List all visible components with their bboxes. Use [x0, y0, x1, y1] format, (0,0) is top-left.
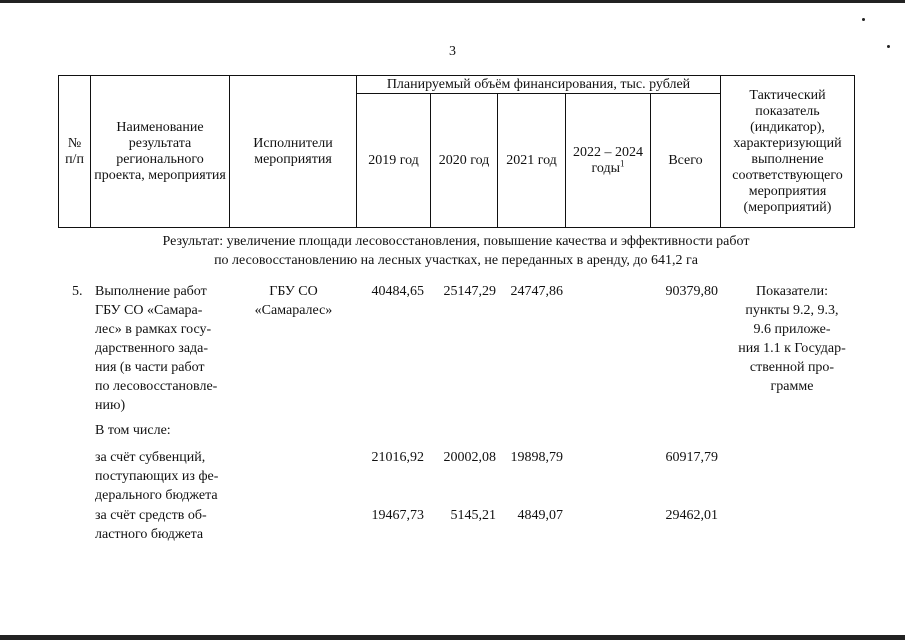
sub-row-value-2020: 20002,08 [443, 450, 496, 465]
item-name-line: по лесовосстановле- [95, 379, 218, 394]
sub-row-label-line: поступающих из фе- [95, 469, 219, 484]
item-executor-line: «Самаралес» [254, 303, 333, 318]
header-year-2021: 2021 год [498, 94, 566, 228]
header-total: Всего [651, 94, 721, 228]
item-name-line: Выполнение работ [95, 284, 207, 299]
sub-row-label-line: за счёт субвенций, [95, 450, 206, 465]
scan-edge-top [0, 0, 905, 3]
item-indicator-line: ственной про- [749, 360, 835, 375]
item-indicator-line: 9.6 приложе- [753, 322, 831, 337]
sub-row-value-2020: 5145,21 [450, 508, 496, 523]
page-number: 3 [449, 44, 456, 59]
sub-row-label [95, 448, 245, 505]
including-label: В том числе: [95, 423, 171, 438]
item-executor [230, 282, 357, 320]
item-indicator-line: Показатели: [756, 284, 828, 299]
header-col-number: № п/п [59, 76, 91, 228]
sub-row-value-2021: 4849,07 [517, 508, 563, 523]
item-indicator [722, 282, 862, 396]
item-executor-line: ГБУ СО [269, 284, 318, 299]
header-col-executor: Исполнители мероприятия [230, 76, 357, 228]
result-line-2: по лесовосстановлению на лесных участках, не переданных в аренду, до 641,2 га [214, 253, 698, 268]
item-name-line: нию) [95, 398, 126, 413]
sub-row-label [95, 506, 245, 544]
item-value-2021: 24747,86 [510, 284, 563, 299]
item-name-line: лес» в рамках госу- [95, 322, 212, 337]
header-period-2022-2024 [566, 94, 651, 228]
item-name-line: ния (в части работ [95, 360, 205, 375]
footnote-marker: 1 [620, 157, 625, 168]
header-col-name: Наименование результата регионального проекта, мероприятия [91, 76, 230, 228]
item-name-line: дарственного зада- [95, 341, 209, 356]
item-indicator-line: пункты 9.2, 9.3, [745, 303, 839, 318]
sub-row-label-line: за счёт средств об- [95, 508, 207, 523]
header-funding-group: Планируемый объём финансирования, тыс. рублей [357, 76, 721, 94]
sub-row-total: 29462,01 [665, 508, 718, 523]
sub-row-value-2021: 19898,79 [510, 450, 563, 465]
sub-row-total: 60917,79 [665, 450, 718, 465]
item-total: 90379,80 [665, 284, 718, 299]
item-number: 5. [72, 284, 83, 299]
item-name-line: ГБУ СО «Самара- [95, 303, 203, 318]
sub-row-label-line: ластного бюджета [95, 527, 204, 542]
item-indicator-line: грамме [770, 379, 814, 394]
result-statement [58, 232, 854, 270]
header-table [58, 75, 855, 228]
header-period-label: 2022 – 2024 годы [573, 144, 643, 176]
header-col-indicator: Тактический показатель (индикатор), характеризующий выполнение соответствующего мероприятия (мероприятий) [721, 76, 855, 228]
sub-row-label-line: дерального бюджета [95, 488, 218, 503]
item-value-2019: 40484,65 [371, 284, 424, 299]
item-indicator-line: ния 1.1 к Государ- [738, 341, 846, 356]
item-value-2020: 25147,29 [443, 284, 496, 299]
scan-speck [862, 18, 865, 21]
header-year-2020: 2020 год [431, 94, 498, 228]
sub-row-value-2019: 19467,73 [371, 508, 424, 523]
item-name [95, 282, 245, 415]
header-year-2019: 2019 год [357, 94, 431, 228]
sub-row-value-2019: 21016,92 [371, 450, 424, 465]
result-line-1: Результат: увеличение площади лесовосстановления, повышение качества и эффективности работ [162, 234, 750, 249]
scan-edge-bottom [0, 635, 905, 640]
